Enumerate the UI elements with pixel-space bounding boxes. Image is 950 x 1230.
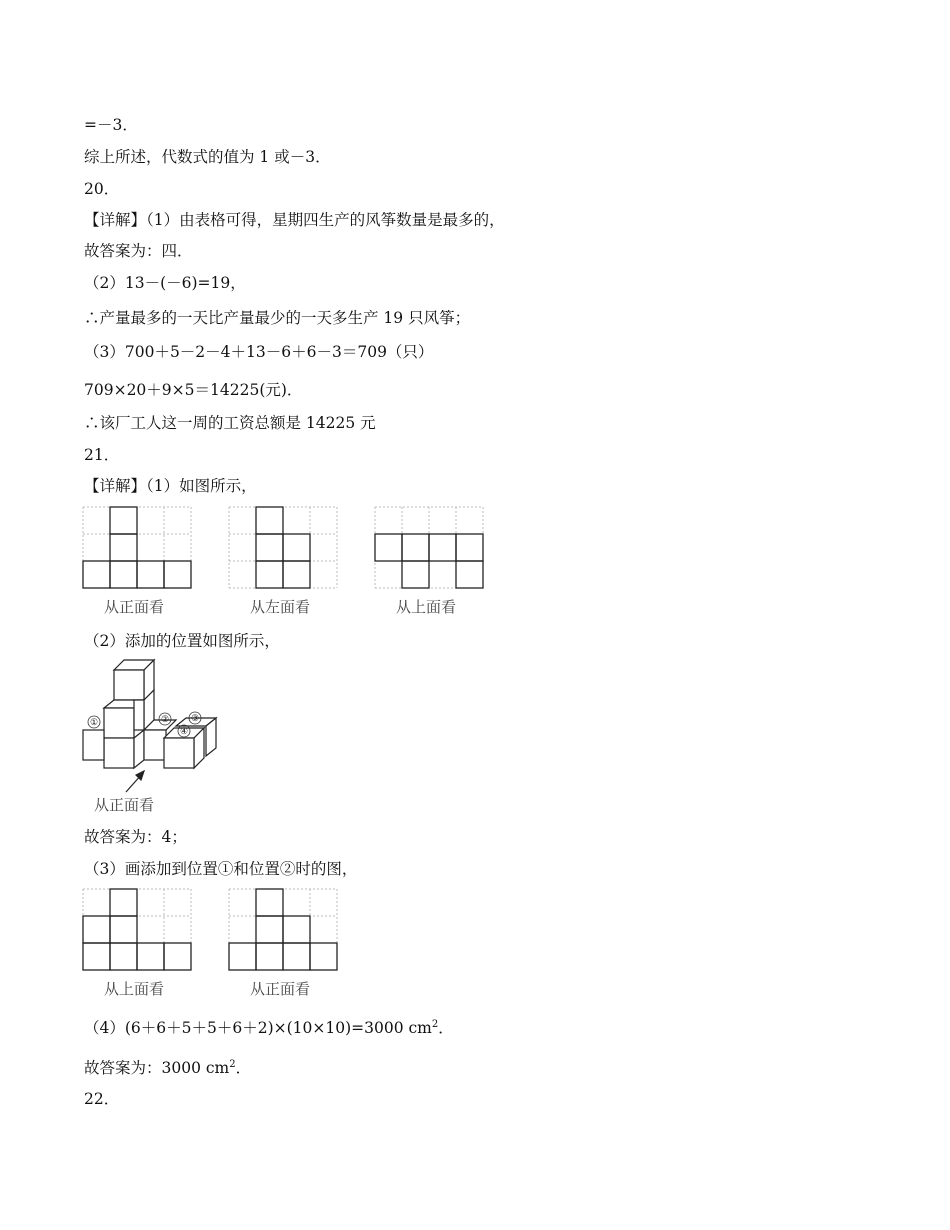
position-label-4: ④ — [179, 727, 189, 737]
text-line-8: （3）700＋5－2－4＋13－6＋6－3＝709（只） — [84, 343, 434, 361]
text-line-9: 709×20＋9×5＝14225(元)． — [84, 381, 303, 399]
position-label-1: ① — [89, 718, 99, 728]
text-line-16 — [84, 1014, 454, 1039]
line-16-superscript: 2 — [431, 1019, 439, 1030]
top-view-caption-1: 从上面看 — [396, 598, 457, 616]
text-line-5: 故答案为：四． — [84, 242, 193, 260]
text-line-14: 故答案为：4； — [84, 828, 187, 846]
top-view-caption-3: 从上面看 — [104, 980, 165, 998]
isometric-cube-figure — [80, 656, 222, 796]
problem-21-number: 21． — [84, 446, 120, 464]
line-17-text: 故答案为：3000 cm — [84, 1059, 230, 1078]
position-label-2: ② — [160, 715, 170, 725]
isometric-caption: 从正面看 — [94, 796, 155, 814]
line-17-end: ． — [235, 1059, 252, 1078]
text-line-1: =－3． — [84, 116, 138, 134]
top-view-grid-1 — [374, 506, 486, 592]
line-16-end: ． — [438, 1019, 454, 1038]
front-view-grid-3 — [228, 888, 340, 974]
line-16-text: （4）(6＋6＋5＋5＋6＋2)×(10×10)=3000 cm — [84, 1019, 432, 1038]
text-line-4: 【详解】（1）由表格可得，星期四生产的风筝数量是最多的， — [84, 211, 505, 229]
text-line-6: （2）13－(－6)=19， — [84, 274, 246, 292]
left-view-caption-1: 从左面看 — [250, 598, 311, 616]
top-view-grid-3 — [82, 888, 194, 974]
position-label-3: ③ — [190, 714, 200, 724]
front-view-caption-1: 从正面看 — [104, 598, 165, 616]
problem-22-number: 22． — [84, 1090, 120, 1108]
text-line-10: ∴该厂工人这一周的工资总额是 14225 元 — [84, 414, 376, 432]
front-view-grid-1 — [82, 506, 194, 592]
text-line-7: ∴产量最多的一天比产量最少的一天多生产 19 只风筝； — [84, 309, 471, 327]
left-view-grid-1 — [228, 506, 340, 592]
problem-20-number: 20． — [84, 180, 120, 198]
text-line-2: 综上所述，代数式的值为 1 或－3． — [84, 148, 331, 166]
text-line-13: （2）添加的位置如图所示， — [84, 632, 280, 650]
text-line-12: 【详解】（1）如图所示， — [84, 477, 257, 495]
text-line-15: （3）画添加到位置①和位置②时的图， — [84, 860, 358, 878]
text-line-17 — [84, 1054, 251, 1079]
line-17-superscript: 2 — [229, 1059, 236, 1070]
front-view-caption-3: 从正面看 — [250, 980, 311, 998]
